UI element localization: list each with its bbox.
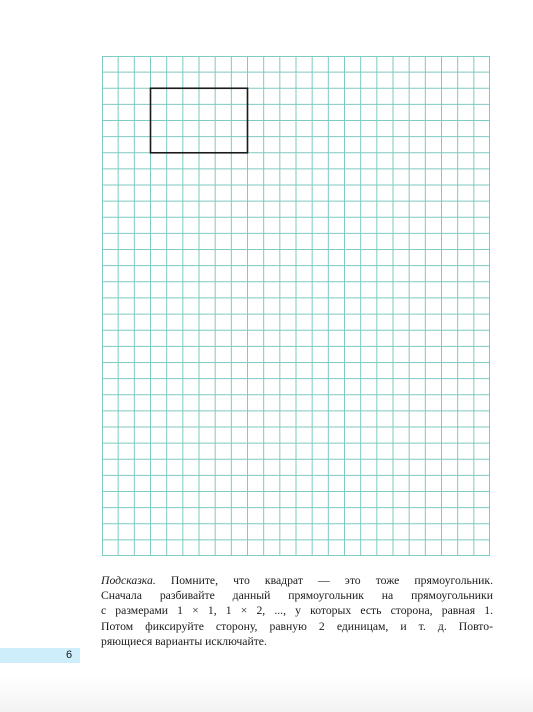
hint-line-1-text: Помните, что квадрат — это тоже прямоугольник.	[155, 574, 493, 587]
hint-line-2: Сначала разбивайте данный прямоугольник на прямоугольники	[101, 589, 493, 603]
page-number: 6	[66, 649, 73, 661]
grid-sheet	[102, 56, 490, 556]
hint-line-1	[101, 573, 493, 588]
hint-line-5: ряющиеся варианты исключайте.	[101, 634, 267, 648]
grid-svg	[102, 56, 490, 556]
page-bottom-shade	[0, 676, 533, 712]
hint-line-3: с размерами 1 × 1, 1 × 2, ..., у которых есть сторона, равная 1.	[101, 604, 493, 618]
hint-paragraph	[101, 573, 493, 649]
hint-line-4: Потом фиксируйте сторону, равную 2 единицам, и т. д. Повто-	[101, 619, 493, 633]
hint-label: Подсказка.	[101, 574, 156, 587]
